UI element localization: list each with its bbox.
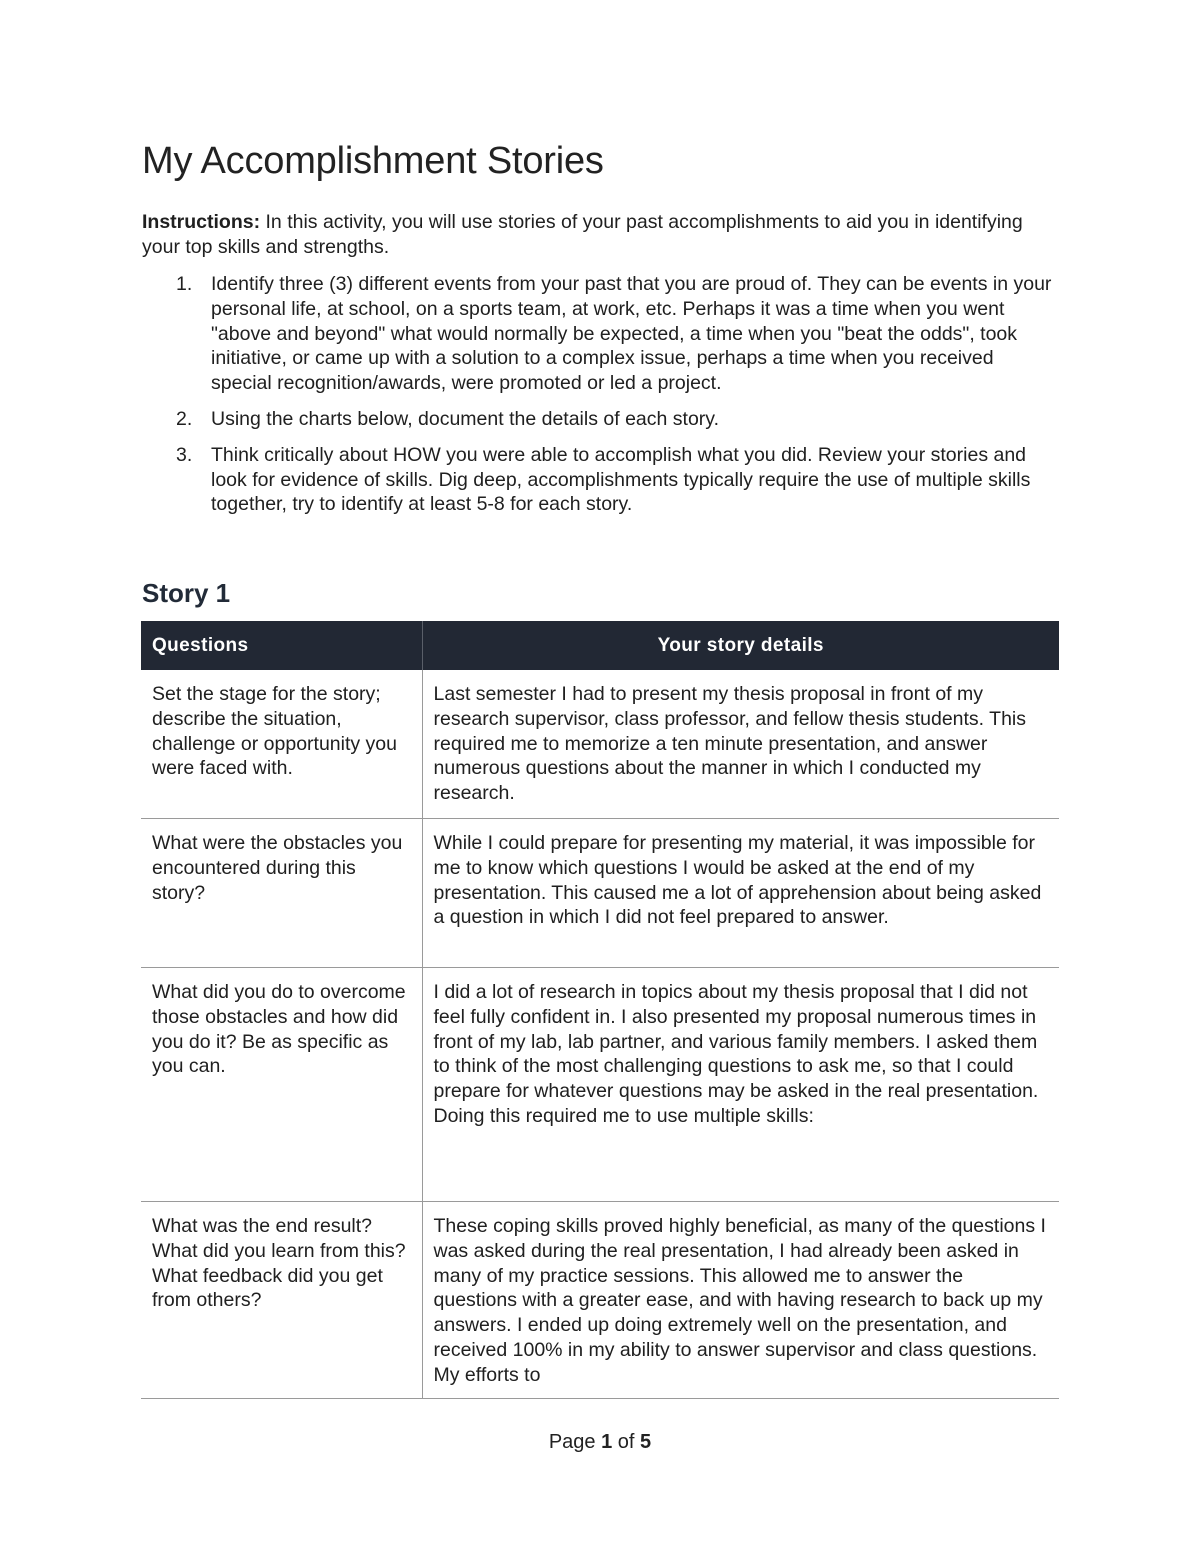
answer-cell[interactable]: These coping skills proved highly beneficial, as many of the questions I was asked during the real presentation, I had already been asked in many of my practice sessions. This allowed me to answer the questions with a greater ease, and with having research to back up my answers. I ended up doing extremely well on the presentation, and received 100% in my ability to answer supervisor and class questions. My efforts to	[422, 1202, 1059, 1399]
list-item	[142, 443, 1057, 517]
list-item	[142, 272, 1057, 396]
step-text: Think critically about HOW you were able to accomplish what you did. Review your stories and look for evidence of skills. Dig deep, accomplishments typically require the use of multiple skills together, try to identify at least 5-8 for each story.	[211, 443, 1031, 516]
instructions-text: In this activity, you will use stories of your past accomplishments to aid you in identifying your top skills and strengths.	[142, 211, 1023, 258]
step-number: 1.	[176, 273, 193, 295]
page-title: My Accomplishment Stories	[142, 140, 604, 182]
column-header-details: Your story details	[422, 621, 1059, 670]
question-cell: What was the end result? What did you learn from this? What feedback did you get from others?	[141, 1202, 422, 1399]
table-row	[141, 968, 1059, 1202]
step-text: Identify three (3) different events from your past that you are proud of. They can be events in your personal life, at school, on a sports team, at work, etc. Perhaps it was a time when you went "above and beyond" what would normally be expected, a time when you "beat the odds", took initiative, or came up with a solution to a complex issue, perhaps a time when you received special recognition/awards, were promoted or led a project.	[211, 273, 1052, 395]
question-cell: What did you do to overcome those obstacles and how did you do it? Be as specific as you can.	[141, 968, 422, 1202]
column-header-questions: Questions	[141, 621, 422, 670]
table-row	[141, 1202, 1059, 1399]
instructions-paragraph	[142, 210, 1052, 260]
table-row	[141, 670, 1059, 819]
step-number: 3.	[176, 443, 193, 466]
story-table	[141, 621, 1059, 1399]
step-number: 2.	[176, 407, 193, 430]
story-heading: Story 1	[142, 578, 231, 608]
instruction-steps-list	[142, 272, 1057, 528]
table-header-row	[141, 621, 1059, 670]
step-text: Using the charts below, document the details of each story.	[211, 407, 719, 430]
answer-cell[interactable]: Last semester I had to present my thesis proposal in front of my research supervisor, class professor, and fellow thesis students. This required me to memorize a ten minute presentation, and answer numerous questions about the manner in which I conducted my research.	[422, 670, 1059, 819]
list-item	[142, 407, 1057, 432]
question-cell: What were the obstacles you encountered during this story?	[141, 819, 422, 968]
answer-cell[interactable]: I did a lot of research in topics about my thesis proposal that I did not feel fully confident in. I also presented my proposal numerous times in front of my lab, lab partner, and various family members. I asked them to think of the most challenging questions to ask me, so that I could prepare for whatever questions may be asked in the real presentation. Doing this required me to use multiple skills:	[422, 968, 1059, 1202]
answer-cell[interactable]: While I could prepare for presenting my material, it was impossible for me to know which questions I would be asked at the end of my presentation. This caused me a lot of apprehension about being asked a question in which I did not feel prepared to answer.	[422, 819, 1059, 968]
of-word: of	[617, 1431, 635, 1453]
current-page-number: 1	[601, 1431, 613, 1453]
table-row	[141, 819, 1059, 968]
instructions-label: Instructions:	[142, 211, 261, 233]
total-pages-number: 5	[640, 1431, 652, 1453]
page-word: Page	[548, 1431, 596, 1453]
question-cell: Set the stage for the story; describe the situation, challenge or opportunity you were faced with.	[141, 670, 422, 819]
page-footer	[0, 1431, 1200, 1454]
